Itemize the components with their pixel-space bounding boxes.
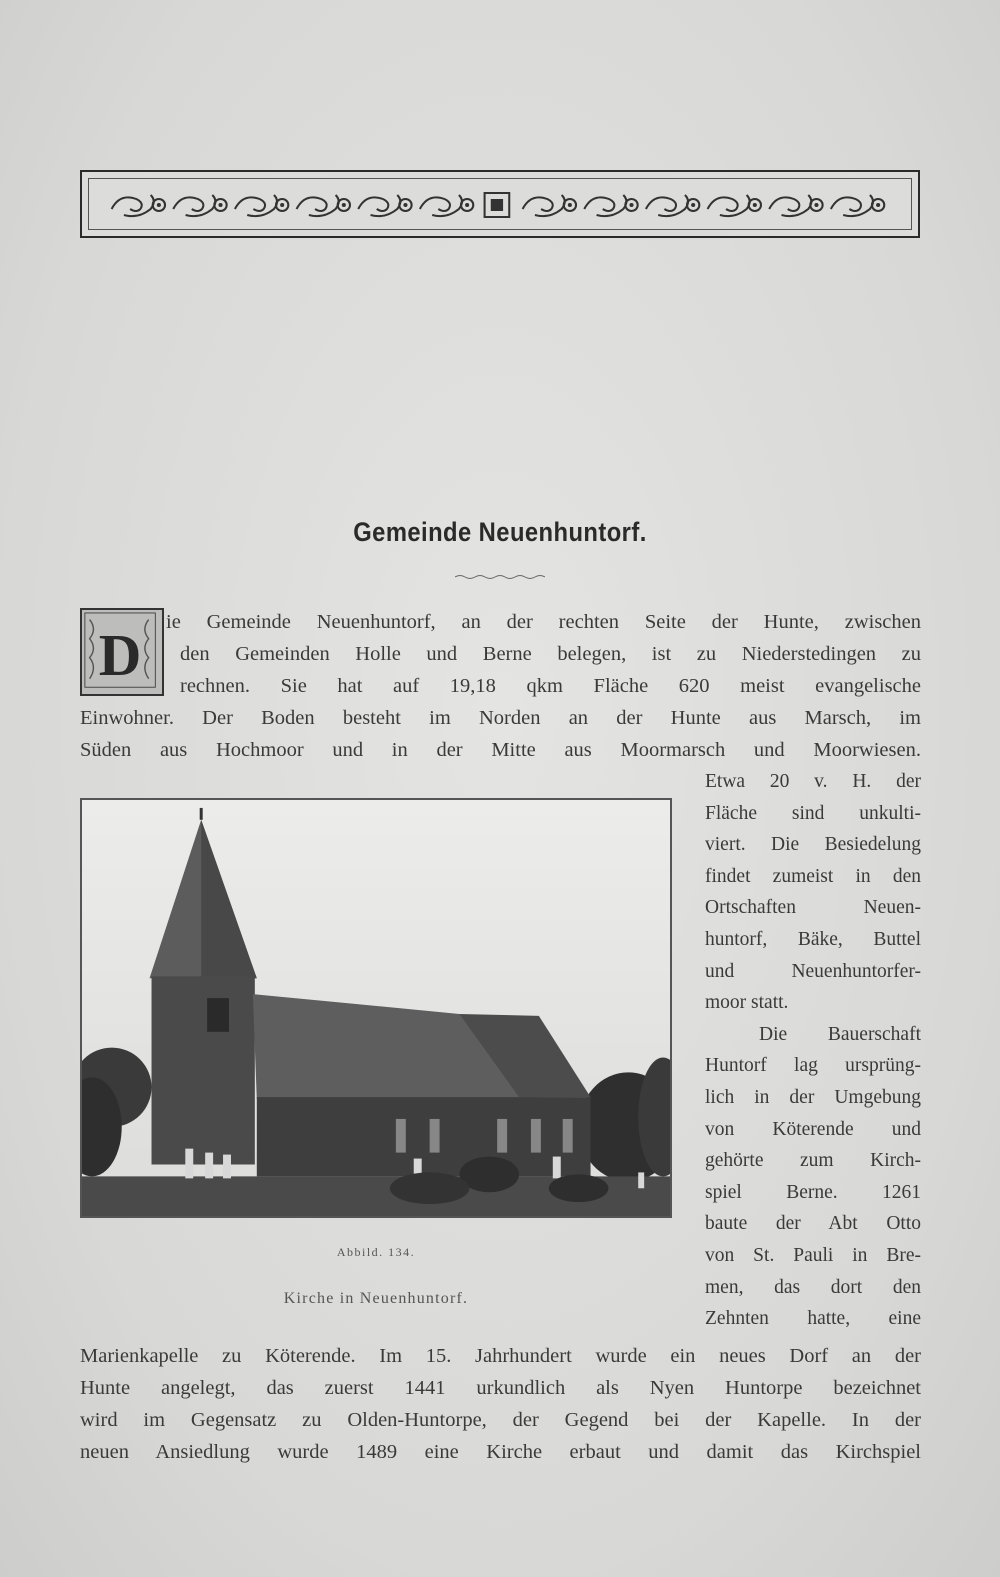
side-line: gehörte zum Kirch- [705, 1150, 921, 1172]
figure-caption: Kirche in Neuenhuntorf. [283, 1290, 469, 1307]
side-line: Huntorf lag ursprüng- [705, 1055, 921, 1077]
intro-line-1: ie Gemeinde Neuenhuntorf, an der rechten Seite der Hunte, zwischen [166, 611, 921, 633]
dropcap-letter: D [98, 621, 142, 688]
side-line: huntorf, Bäke, Buttel [705, 929, 921, 950]
dropcap-initial [80, 608, 164, 696]
side-line: spiel Berne. 1261 [705, 1181, 921, 1203]
side-line: von St. Pauli in Bre- [705, 1245, 921, 1266]
bottom-line: Hunte angelegt, das zuerst 1441 urkundlich als Nyen Huntorpe bezeichnet [80, 1377, 921, 1399]
side-line: von Köterende und [705, 1118, 921, 1140]
page-title: Gemeinde Neuenhuntorf. [353, 517, 647, 547]
bottom-line: neuen Ansiedlung wurde 1489 eine Kirche erbaut und damit das Kirchspiel [80, 1441, 921, 1463]
ornament-scroll-pattern [89, 179, 911, 229]
side-line: und Neuenhuntorfer- [705, 960, 921, 982]
title-wavy-rule [455, 574, 545, 580]
church-illustration [82, 800, 670, 1216]
side-line: men, das dort den [705, 1276, 921, 1298]
side-line: moor statt. [705, 992, 789, 1014]
side-line: Etwa 20 v. H. der [705, 771, 921, 792]
side-line: findet zumeist in den [705, 865, 921, 887]
bottom-line: Marienkapelle zu Köterende. Im 15. Jahrhundert wurde ein neues Dorf an der [80, 1345, 921, 1367]
side-line: Ortschaften Neuen- [705, 897, 921, 919]
body-line-2: Süden aus Hochmoor und in der Mitte aus Moormarsch und Moorwiesen. [80, 739, 921, 761]
figure-number: Abbild. 134. [336, 1245, 416, 1259]
side-line: lich in der Umgebung [705, 1087, 921, 1108]
side-line: baute der Abt Otto [705, 1213, 921, 1235]
intro-line-2: den Gemeinden Holle und Berne belegen, ist zu Niederstedingen zu [180, 643, 921, 665]
ornament-border [88, 178, 912, 230]
side-line: Zehnten hatte, eine [705, 1308, 921, 1330]
church-photograph [80, 798, 672, 1218]
ornamental-header-band [80, 170, 920, 238]
side-line: Die Bauerschaft [759, 1023, 921, 1045]
side-line: Fläche sind unkulti- [705, 802, 921, 824]
intro-line-3: rechnen. Sie hat auf 19,18 qkm Fläche 620 meist evangelische [180, 675, 921, 697]
bottom-line: wird im Gegensatz zu Olden-Huntorpe, der Gegend bei der Kapelle. In der [80, 1409, 921, 1431]
side-line: viert. Die Besiedelung [705, 834, 921, 856]
decorated-initial-icon [82, 610, 162, 694]
body-line-1: Einwohner. Der Boden besteht im Norden an der Hunte aus Marsch, im [80, 707, 921, 729]
